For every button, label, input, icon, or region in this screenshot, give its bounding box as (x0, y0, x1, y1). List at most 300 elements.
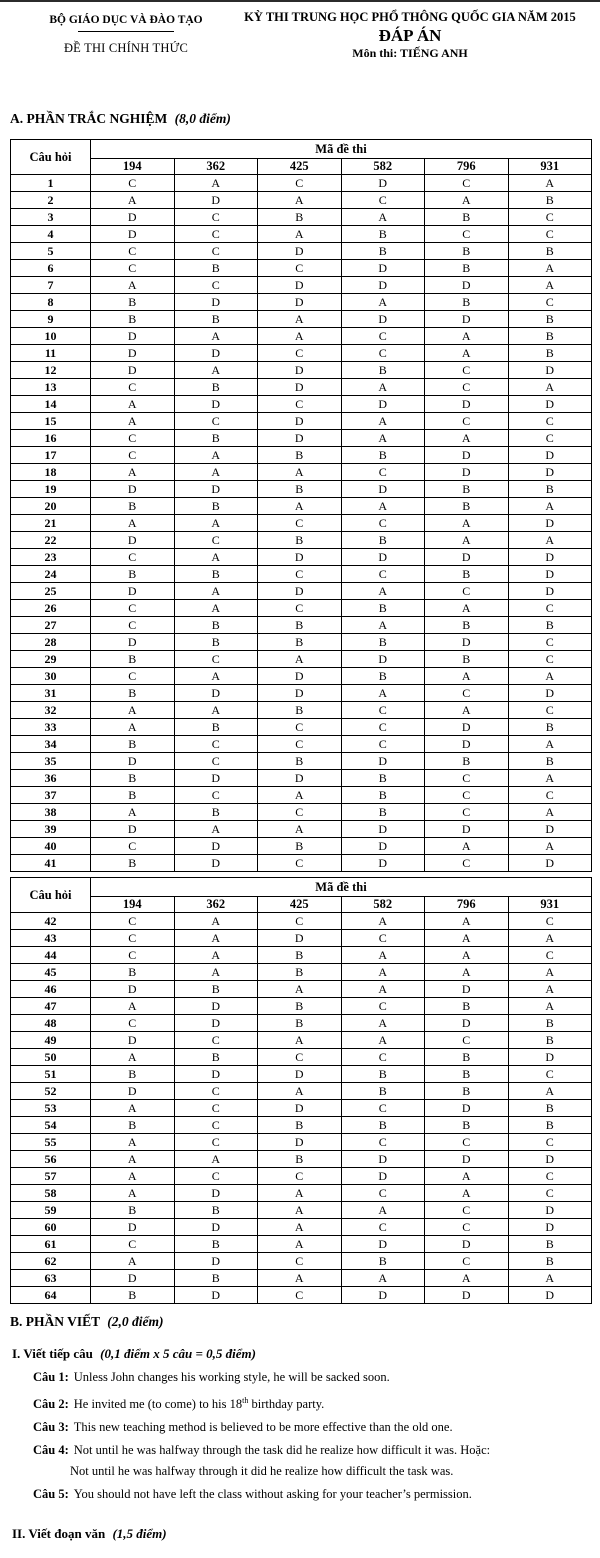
answer-cell: C (425, 362, 509, 379)
answer-cell: A (91, 464, 175, 481)
answer-cell: B (258, 998, 342, 1015)
answer-cell: A (341, 583, 425, 600)
answer-cell: B (425, 1117, 509, 1134)
answer-cell: B (91, 651, 175, 668)
answer-cell: D (174, 294, 258, 311)
answer-cell: B (174, 1049, 258, 1066)
answer-cell: B (341, 1083, 425, 1100)
answer-row (11, 1049, 592, 1066)
answer-table-2 (10, 877, 592, 1304)
answer-cell: C (425, 1032, 509, 1049)
answer-cell: B (425, 243, 509, 260)
question-number: 51 (11, 1066, 91, 1083)
answer-cell: D (425, 736, 509, 753)
question-number: 11 (11, 345, 91, 362)
answer-cell: C (91, 947, 175, 964)
answer-cell: D (425, 1236, 509, 1253)
answer-cell: B (425, 481, 509, 498)
answer-cell: C (174, 1100, 258, 1117)
answer-row (11, 260, 592, 277)
answer-cell: C (341, 1185, 425, 1202)
answer-row (11, 294, 592, 311)
question-number: 6 (11, 260, 91, 277)
answer-cell: A (174, 362, 258, 379)
answer-cell: D (425, 719, 509, 736)
question-number: 27 (11, 617, 91, 634)
answer-cell: B (341, 634, 425, 651)
answer-cell: B (258, 209, 342, 226)
answer-cell: B (258, 964, 342, 981)
answer-cell: D (341, 821, 425, 838)
question-col-header: Câu hỏi (11, 878, 91, 913)
question-number: 10 (11, 328, 91, 345)
answer-cell: C (508, 600, 592, 617)
answer-row (11, 464, 592, 481)
answer-row (11, 634, 592, 651)
section-a-title-text: A. PHẦN TRẮC NGHIỆM (10, 111, 168, 126)
answer-table-head (11, 878, 592, 913)
question-number: 2 (11, 192, 91, 209)
answer-cell: A (174, 821, 258, 838)
answer-cell: B (425, 753, 509, 770)
answer-cell: B (258, 481, 342, 498)
part2-heading-points: (1,5 điểm) (112, 1526, 167, 1542)
answer-cell: D (91, 481, 175, 498)
answer-table-head (11, 140, 592, 175)
answer-cell: D (425, 447, 509, 464)
answer-row (11, 498, 592, 515)
answer-cell: A (508, 668, 592, 685)
answer-cell: C (174, 1134, 258, 1151)
answer-cell: C (258, 345, 342, 362)
answer-cell: D (425, 549, 509, 566)
answer-cell: B (508, 1253, 592, 1270)
answer-cell: C (91, 549, 175, 566)
answer-cell: C (508, 430, 592, 447)
answer-cell: C (258, 175, 342, 192)
answer-cell: A (258, 821, 342, 838)
written-answer-text: Unless John changes his working style, he will be sacked soon. (73, 1370, 390, 1384)
answer-cell: C (91, 668, 175, 685)
answer-cell: A (508, 804, 592, 821)
answer-cell: C (341, 566, 425, 583)
answer-cell: C (91, 838, 175, 855)
exam-code-header: 425 (258, 159, 342, 175)
question-number: 63 (11, 1270, 91, 1287)
answer-cell: D (258, 770, 342, 787)
answer-cell: D (91, 1032, 175, 1049)
question-number: 38 (11, 804, 91, 821)
answer-cell: A (91, 1151, 175, 1168)
answer-cell: C (174, 1117, 258, 1134)
answer-cell: B (341, 447, 425, 464)
answer-cell: D (508, 685, 592, 702)
answer-row (11, 226, 592, 243)
answer-cell: A (341, 1202, 425, 1219)
answer-cell: C (258, 913, 342, 930)
answer-cell: A (341, 981, 425, 998)
answer-cell: A (174, 464, 258, 481)
answer-cell: C (91, 1236, 175, 1253)
question-number: 32 (11, 702, 91, 719)
answer-cell: B (425, 998, 509, 1015)
answer-cell: D (258, 413, 342, 430)
answer-row (11, 379, 592, 396)
question-number: 34 (11, 736, 91, 753)
answer-row (11, 345, 592, 362)
exam-code-header: 362 (174, 897, 258, 913)
answer-cell: D (341, 311, 425, 328)
answer-cell: A (258, 1202, 342, 1219)
written-answer-label: Câu 2: (33, 1397, 69, 1412)
answer-cell: C (174, 1083, 258, 1100)
answer-cell: A (508, 736, 592, 753)
answer-cell: D (91, 1270, 175, 1287)
answer-cell: B (91, 736, 175, 753)
answer-cell: A (174, 947, 258, 964)
written-answer-text: This new teaching method is believed to be more effective than the old one. (73, 1420, 453, 1435)
answer-cell: A (508, 1083, 592, 1100)
section-a-title (10, 111, 600, 127)
answer-cell: B (174, 804, 258, 821)
answer-cell: D (258, 549, 342, 566)
answer-cell: D (174, 1253, 258, 1270)
question-number: 18 (11, 464, 91, 481)
answer-cell: A (341, 1270, 425, 1287)
question-number: 12 (11, 362, 91, 379)
answer-cell: A (425, 1185, 509, 1202)
answer-cell: C (258, 1168, 342, 1185)
answer-table-1 (10, 139, 592, 872)
answer-cell: B (258, 753, 342, 770)
answer-row (11, 1083, 592, 1100)
question-number: 55 (11, 1134, 91, 1151)
answer-row (11, 362, 592, 379)
answer-row (11, 702, 592, 719)
answer-cell: D (174, 1287, 258, 1304)
answer-row (11, 998, 592, 1015)
exam-code-header: 194 (91, 159, 175, 175)
answer-cell: A (508, 277, 592, 294)
answer-row (11, 192, 592, 209)
answer-cell: C (425, 855, 509, 872)
answer-cell: D (91, 345, 175, 362)
answer-cell: D (341, 481, 425, 498)
answer-row (11, 209, 592, 226)
answer-cell: C (341, 702, 425, 719)
answer-cell: A (341, 379, 425, 396)
answer-cell: B (174, 634, 258, 651)
answer-cell: C (174, 226, 258, 243)
answer-row (11, 668, 592, 685)
written-answer-text: Not until he was halfway through the task did he realize how difficult it was. Hoặc: (73, 1443, 491, 1458)
answer-cell: A (258, 311, 342, 328)
answer-row (11, 838, 592, 855)
answer-cell: A (341, 1015, 425, 1032)
answer-cell: D (258, 1066, 342, 1083)
question-number: 19 (11, 481, 91, 498)
header-row-codes (11, 159, 592, 175)
answer-cell: D (425, 464, 509, 481)
answer-cell: A (425, 532, 509, 549)
answer-row (11, 770, 592, 787)
answer-cell: C (341, 345, 425, 362)
answer-row (11, 617, 592, 634)
question-number: 58 (11, 1185, 91, 1202)
answer-cell: A (425, 668, 509, 685)
answer-cell: B (508, 311, 592, 328)
answer-cell: C (508, 1066, 592, 1083)
answer-cell: C (341, 930, 425, 947)
answer-cell: A (341, 1032, 425, 1049)
answer-cell: C (508, 634, 592, 651)
answer-cell: C (425, 226, 509, 243)
answer-row (11, 566, 592, 583)
answer-row (11, 719, 592, 736)
answer-cell: B (425, 260, 509, 277)
answer-cell: A (258, 192, 342, 209)
answer-cell: D (425, 1287, 509, 1304)
answer-cell: C (341, 192, 425, 209)
answer-cell: C (341, 736, 425, 753)
code-group-header: Mã đề thi (91, 878, 592, 897)
answer-cell: A (341, 947, 425, 964)
exam-code-header: 582 (341, 159, 425, 175)
answer-cell: C (425, 1253, 509, 1270)
answer-cell: A (258, 981, 342, 998)
answer-cell: A (91, 1168, 175, 1185)
answer-cell: A (425, 964, 509, 981)
answer-cell: D (91, 1083, 175, 1100)
exam-code-header: 582 (341, 897, 425, 913)
answer-cell: A (508, 998, 592, 1015)
answer-cell: A (91, 719, 175, 736)
question-number: 15 (11, 413, 91, 430)
question-number: 52 (11, 1083, 91, 1100)
answer-cell: B (425, 1049, 509, 1066)
answer-cell: A (91, 515, 175, 532)
answer-row (11, 328, 592, 345)
answer-cell: C (425, 583, 509, 600)
answer-cell: C (258, 804, 342, 821)
answer-cell: B (341, 532, 425, 549)
answer-row (11, 311, 592, 328)
answer-cell: A (174, 515, 258, 532)
question-number: 47 (11, 998, 91, 1015)
answer-cell: B (508, 1100, 592, 1117)
answer-cell: C (341, 464, 425, 481)
answer-cell: C (341, 1219, 425, 1236)
answer-cell: D (91, 821, 175, 838)
answer-row (11, 1185, 592, 1202)
answer-cell: C (425, 413, 509, 430)
answer-row (11, 1100, 592, 1117)
answer-cell: A (91, 1253, 175, 1270)
answer-cell: D (174, 481, 258, 498)
answer-cell: C (174, 1032, 258, 1049)
answer-cell: B (174, 617, 258, 634)
question-number: 50 (11, 1049, 91, 1066)
answer-cell: C (91, 260, 175, 277)
doc-title: ĐÁP ÁN (378, 26, 442, 45)
answer-cell: D (508, 1151, 592, 1168)
answer-cell: D (174, 1015, 258, 1032)
question-number: 64 (11, 1287, 91, 1304)
answer-cell: C (174, 651, 258, 668)
answer-cell: B (258, 1117, 342, 1134)
answer-cell: B (425, 209, 509, 226)
answer-row (11, 430, 592, 447)
answer-row (11, 753, 592, 770)
question-number: 20 (11, 498, 91, 515)
answer-cell: C (341, 998, 425, 1015)
answer-cell: C (508, 1168, 592, 1185)
answer-cell: C (174, 277, 258, 294)
answer-cell: C (425, 1202, 509, 1219)
answer-cell: A (91, 277, 175, 294)
answer-row (11, 981, 592, 998)
question-number: 37 (11, 787, 91, 804)
answer-cell: A (341, 685, 425, 702)
answer-cell: D (341, 1151, 425, 1168)
answer-cell: D (508, 447, 592, 464)
answer-cell: B (508, 719, 592, 736)
answer-cell: D (91, 634, 175, 651)
answer-cell: B (341, 770, 425, 787)
answer-cell: D (174, 855, 258, 872)
answer-row (11, 947, 592, 964)
answer-cell: D (258, 685, 342, 702)
answer-row (11, 913, 592, 930)
answer-cell: C (341, 328, 425, 345)
answer-cell: D (341, 549, 425, 566)
answer-cell: D (258, 294, 342, 311)
answer-cell: B (341, 787, 425, 804)
question-number: 8 (11, 294, 91, 311)
written-answer-item (33, 1393, 600, 1412)
answer-cell: A (174, 328, 258, 345)
question-number: 26 (11, 600, 91, 617)
exam-code-header: 931 (508, 897, 592, 913)
answer-cell: D (91, 1219, 175, 1236)
answer-row (11, 964, 592, 981)
answer-cell: A (508, 930, 592, 947)
question-number: 16 (11, 430, 91, 447)
answer-cell: A (91, 413, 175, 430)
answer-cell: C (174, 532, 258, 549)
written-answer-label: Câu 3: (33, 1420, 69, 1435)
section-b-points: (2,0 điểm) (107, 1314, 164, 1329)
answer-cell: A (425, 345, 509, 362)
answer-cell: A (174, 964, 258, 981)
answer-cell: A (508, 838, 592, 855)
answer-cell: C (91, 600, 175, 617)
answer-table-body (11, 913, 592, 1304)
document-header (0, 8, 600, 61)
answer-cell: B (508, 481, 592, 498)
answer-cell: B (174, 981, 258, 998)
question-number: 9 (11, 311, 91, 328)
answer-cell: C (91, 175, 175, 192)
answer-cell: C (91, 617, 175, 634)
answer-cell: D (341, 260, 425, 277)
answer-cell: D (508, 566, 592, 583)
section-b-title (10, 1314, 600, 1330)
answer-cell: B (174, 1270, 258, 1287)
answer-cell: C (508, 651, 592, 668)
answer-cell: D (91, 209, 175, 226)
answer-cell: B (341, 362, 425, 379)
answer-cell: C (174, 243, 258, 260)
answer-cell: A (174, 600, 258, 617)
answer-cell: A (174, 447, 258, 464)
answer-cell: A (425, 838, 509, 855)
answer-cell: D (341, 1287, 425, 1304)
answer-cell: D (258, 243, 342, 260)
question-number: 40 (11, 838, 91, 855)
answer-cell: B (174, 260, 258, 277)
answer-cell: A (174, 175, 258, 192)
answer-cell: D (508, 821, 592, 838)
answer-cell: B (174, 379, 258, 396)
question-number: 14 (11, 396, 91, 413)
written-answer-alt-line: Not until he was halfway through it did he realize how difficult the task was. (70, 1464, 454, 1479)
answer-cell: A (341, 430, 425, 447)
question-col-header: Câu hỏi (11, 140, 91, 175)
answer-cell: B (258, 634, 342, 651)
answer-cell: C (91, 913, 175, 930)
answer-cell: B (91, 1117, 175, 1134)
part2-heading-text: II. Viết đoạn văn (12, 1526, 106, 1542)
answer-cell: D (258, 362, 342, 379)
answer-cell: B (341, 1066, 425, 1083)
answer-cell: C (425, 770, 509, 787)
answer-cell: D (91, 583, 175, 600)
answer-cell: C (258, 1253, 342, 1270)
answer-cell: A (425, 328, 509, 345)
answer-cell: A (258, 226, 342, 243)
question-number: 1 (11, 175, 91, 192)
answer-cell: A (425, 192, 509, 209)
answer-cell: A (91, 1185, 175, 1202)
part1-heading (12, 1346, 600, 1362)
answer-cell: D (91, 532, 175, 549)
question-number: 59 (11, 1202, 91, 1219)
answer-cell: C (508, 226, 592, 243)
answer-cell: D (91, 328, 175, 345)
answer-cell: A (258, 1270, 342, 1287)
answer-cell: D (174, 396, 258, 413)
answer-cell: D (425, 634, 509, 651)
answer-cell: B (508, 617, 592, 634)
question-number: 46 (11, 981, 91, 998)
question-number: 53 (11, 1100, 91, 1117)
answer-row (11, 1117, 592, 1134)
question-number: 7 (11, 277, 91, 294)
answer-row (11, 515, 592, 532)
question-number: 49 (11, 1032, 91, 1049)
answer-cell: B (91, 294, 175, 311)
answer-cell: C (341, 515, 425, 532)
answer-cell: B (91, 498, 175, 515)
answer-cell: D (425, 277, 509, 294)
answer-cell: C (341, 719, 425, 736)
question-number: 28 (11, 634, 91, 651)
answer-cell: C (91, 447, 175, 464)
answer-row (11, 804, 592, 821)
answer-cell: D (174, 1219, 258, 1236)
answer-cell: B (91, 770, 175, 787)
